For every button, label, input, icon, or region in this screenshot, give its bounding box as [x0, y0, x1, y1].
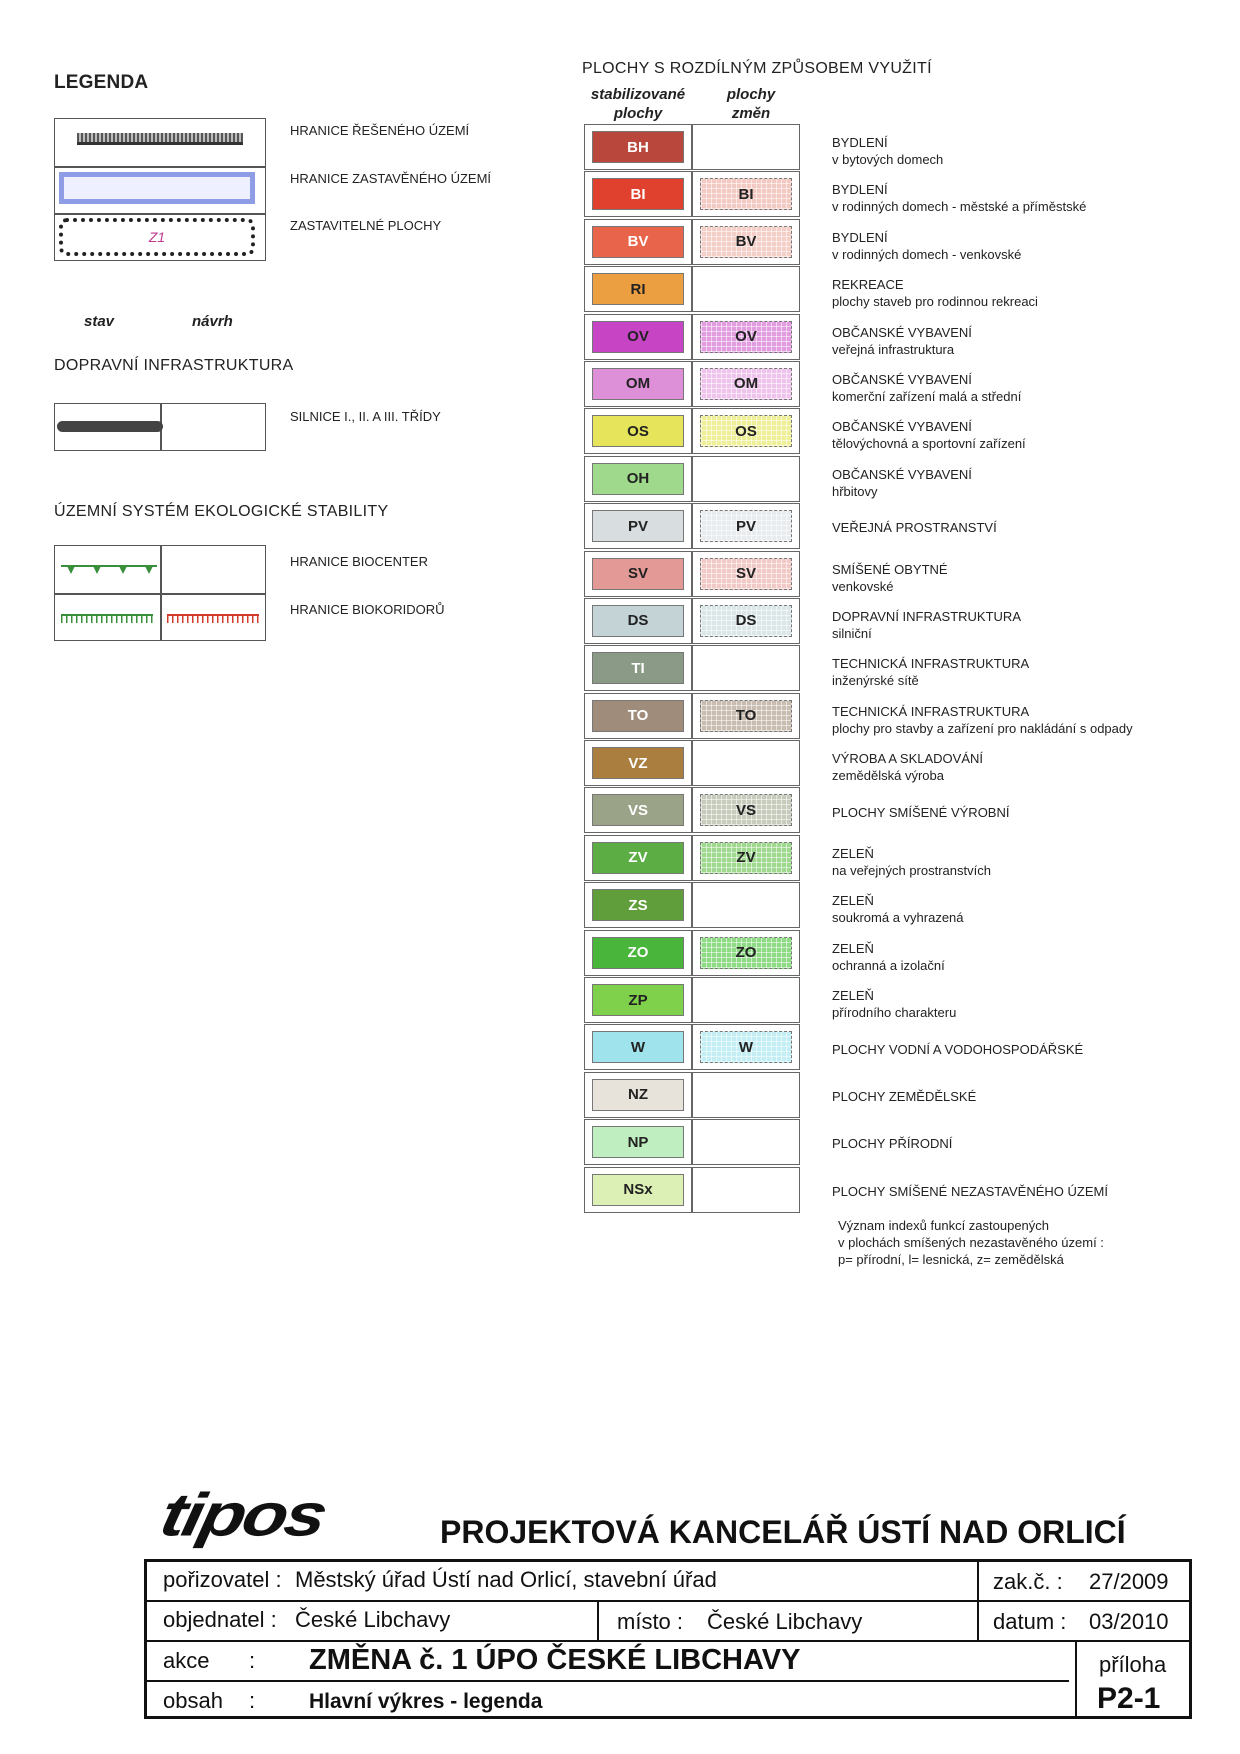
legend-row	[584, 740, 800, 787]
stabilized-swatch: NP	[592, 1126, 684, 1158]
change-swatch: ZO	[700, 937, 792, 969]
land-use-description	[832, 940, 1172, 974]
change-swatch: OS	[700, 415, 792, 447]
land-use-description	[832, 519, 1172, 536]
land-use-legend-grid	[584, 124, 800, 1214]
office-name: PROJEKTOVÁ KANCELÁŘ ÚSTÍ NAD ORLICÍ	[440, 1514, 1126, 1550]
land-use-subcategory: hřbitovy	[832, 483, 878, 499]
land-use-description	[832, 1088, 1172, 1105]
change-swatch: VS	[700, 794, 792, 826]
stabilized-cell	[584, 1024, 692, 1070]
legend-row	[584, 408, 800, 455]
stabilized-cell	[584, 456, 692, 502]
land-use-subcategory: na veřejných prostranstvích	[832, 863, 991, 878]
road-label: SILNICE I., II. A III. TŘÍDY	[290, 409, 441, 424]
road-symbol-box	[54, 403, 266, 451]
land-use-category: TECHNICKÁ INFRASTRUKTURA	[832, 656, 1030, 672]
legend-row	[584, 503, 800, 550]
priloha-label: příloha	[1099, 1652, 1167, 1677]
land-use-description	[832, 561, 1172, 595]
stabilized-cell	[584, 835, 692, 881]
stabilized-swatch: OV	[592, 321, 684, 353]
stabilized-cell	[584, 645, 692, 691]
land-use-subcategory: komerční zařízení malá a střední	[832, 389, 1022, 404]
objednatel-value: České Libchavy	[295, 1607, 451, 1632]
legend-row	[584, 1072, 800, 1119]
stabilized-cell	[584, 930, 692, 976]
stabilized-cell	[584, 408, 692, 454]
land-use-subcategory: v rodinných domech - městské a příměstské	[832, 199, 1087, 215]
zak-value: 27/2009	[1089, 1569, 1169, 1594]
stabilized-swatch: TO	[592, 700, 684, 732]
land-use-description	[832, 1183, 1172, 1200]
change-cell	[692, 693, 800, 739]
change-cell	[692, 1119, 800, 1165]
stabilized-swatch: SV	[592, 558, 684, 590]
stabilized-swatch: PV	[592, 510, 684, 542]
land-use-subcategory: soukromá a vyhrazená	[832, 910, 964, 926]
biocorridor-change-symbol	[167, 614, 259, 623]
territory-boundary-symbol	[77, 133, 243, 145]
eco-title: ÚZEMNÍ SYSTÉM EKOLOGICKÉ STABILITY	[54, 503, 389, 520]
stabilized-swatch: BI	[592, 178, 684, 210]
legend-row	[584, 219, 800, 266]
stabilized-swatch: ZS	[592, 889, 684, 921]
legend-row	[584, 693, 800, 740]
change-cell	[692, 171, 800, 217]
change-swatch: W	[700, 1031, 792, 1063]
stabilized-cell	[584, 266, 692, 312]
land-use-category: DOPRAVNÍ INFRASTRUKTURA	[832, 609, 1021, 624]
change-swatch: PV	[700, 510, 792, 542]
change-cell	[692, 930, 800, 976]
legend-row	[584, 1024, 800, 1071]
land-use-subcategory: zemědělská výroba	[832, 768, 944, 784]
land-use-description	[832, 750, 1172, 784]
legend-row	[584, 645, 800, 692]
change-cell	[692, 503, 800, 549]
change-cell	[692, 219, 800, 265]
akce-colon: :	[249, 1648, 256, 1673]
land-use-category: PLOCHY SMÍŠENÉ VÝROBNÍ	[832, 804, 1010, 820]
stabilized-swatch: VZ	[592, 747, 684, 779]
stabilized-swatch: W	[592, 1031, 684, 1063]
areas-title: PLOCHY S ROZDÍLNÝM ZPŮSOBEM VYUŽITÍ	[582, 60, 932, 77]
land-use-category: ZELEŇ	[832, 893, 874, 909]
datum-label: datum :	[993, 1609, 1067, 1634]
change-swatch: OV	[700, 321, 792, 353]
obsah-colon: :	[249, 1688, 256, 1713]
stabilized-cell	[584, 693, 692, 739]
change-cell	[692, 314, 800, 360]
index-note: Význam indexů funkcí zastoupených v plochách smíšených nezastavěného území : p= přírodní, l= lesnická, z= zemědělská	[838, 1218, 1104, 1267]
porizovatel-label: pořizovatel :	[163, 1567, 282, 1592]
datum-value: 03/2010	[1089, 1609, 1169, 1634]
land-use-category: PLOCHY VODNÍ A VODOHOSPODÁŘSKÉ	[832, 1041, 1084, 1057]
transport-title: DOPRAVNÍ INFRASTRUKTURA	[54, 357, 294, 374]
stabilized-swatch: TI	[592, 652, 684, 684]
land-use-description	[832, 324, 1172, 358]
akce-label: akce	[163, 1648, 210, 1673]
land-use-category: OBČANSKÉ VYBAVENÍ	[832, 372, 972, 387]
land-use-category: BYDLENÍ	[832, 135, 888, 150]
legend-row	[584, 361, 800, 408]
land-use-subcategory: přírodního charakteru	[832, 1005, 957, 1021]
stabilized-swatch: ZP	[592, 984, 684, 1016]
land-use-description	[832, 892, 1172, 926]
priloha-value: P2-1	[1097, 1682, 1161, 1715]
land-use-subcategory: silniční	[832, 626, 872, 641]
land-use-subcategory: v rodinných domech - venkovské	[832, 246, 1022, 262]
land-use-description	[832, 134, 1172, 168]
stav-label: stav	[84, 313, 115, 330]
land-use-category: VÝROBA A SKLADOVÁNÍ	[832, 751, 984, 767]
title-block	[144, 1559, 1192, 1719]
land-use-description	[832, 608, 1172, 642]
stabilized-cell	[584, 977, 692, 1023]
legend-row	[584, 598, 800, 645]
misto-value: České Libchavy	[707, 1609, 863, 1634]
land-use-category: ZELEŇ	[832, 940, 874, 956]
land-use-description	[832, 466, 1172, 500]
land-use-subcategory: plochy staveb pro rodinnou rekreaci	[832, 294, 1038, 310]
boundary-label: ZASTAVITELNÉ PLOCHY	[290, 218, 442, 233]
zak-label: zak.č. :	[993, 1569, 1063, 1594]
land-use-category: BYDLENÍ	[832, 229, 888, 245]
change-cell	[692, 408, 800, 454]
legend-row	[584, 456, 800, 503]
land-use-category: TECHNICKÁ INFRASTRUKTURA	[832, 703, 1030, 719]
stabilized-cell	[584, 1119, 692, 1165]
change-cell	[692, 1072, 800, 1118]
change-cell	[692, 124, 800, 170]
change-cell	[692, 740, 800, 786]
porizovatel-value: Městský úřad Ústí nad Orlicí, stavební úřad	[295, 1567, 717, 1592]
stabilized-swatch: OH	[592, 463, 684, 495]
stabilized-cell	[584, 551, 692, 597]
land-use-subcategory: inženýrské sítě	[832, 673, 919, 689]
stabilized-swatch: RI	[592, 273, 684, 305]
land-use-subcategory: veřejná infrastruktura	[832, 341, 955, 357]
land-use-category: PLOCHY ZEMĚDĚLSKÉ	[832, 1089, 977, 1104]
change-cell	[692, 882, 800, 928]
navrh-label: návrh	[192, 313, 233, 330]
stabilized-cell	[584, 219, 692, 265]
legend-row	[584, 266, 800, 313]
legend-row	[584, 882, 800, 929]
stabilized-swatch: OS	[592, 415, 684, 447]
stabilized-cell	[584, 171, 692, 217]
change-cell	[692, 787, 800, 833]
stabilized-swatch: VS	[592, 794, 684, 826]
buildable-area-symbol: Z1	[59, 218, 255, 256]
tipos-logo: tipos	[154, 1480, 332, 1549]
legend-row	[584, 314, 800, 361]
land-use-subcategory: ochranná a izolační	[832, 957, 945, 973]
land-use-description	[832, 229, 1172, 263]
land-use-description	[832, 703, 1172, 737]
land-use-category: ZELEŇ	[832, 988, 874, 1004]
stabilized-cell	[584, 314, 692, 360]
land-use-description	[832, 804, 1172, 821]
stabilized-cell	[584, 1167, 692, 1213]
legend-row	[584, 1167, 800, 1214]
legend-row	[584, 1119, 800, 1166]
obsah-value: Hlavní výkres - legenda	[309, 1690, 543, 1713]
boundary-symbols-box	[54, 118, 266, 261]
land-use-category: SMÍŠENÉ OBYTNÉ	[832, 561, 948, 577]
change-swatch: ZV	[700, 842, 792, 874]
stabilized-swatch: BH	[592, 131, 684, 163]
col-stabilized-header: stabilizované plochy	[590, 86, 686, 122]
land-use-subcategory: tělovýchovná a sportovní zařízení	[832, 436, 1026, 452]
land-use-category: VEŘEJNÁ PROSTRANSTVÍ	[832, 520, 997, 536]
stabilized-cell	[584, 882, 692, 928]
stabilized-cell	[584, 787, 692, 833]
stabilized-swatch: ZV	[592, 842, 684, 874]
land-use-subcategory: plochy pro stavby a zařízení pro nakládání s odpady	[832, 720, 1133, 736]
col-change-header: plochy změn	[726, 86, 776, 122]
land-use-category: PLOCHY SMÍŠENÉ NEZASTAVĚNÉHO ÚZEMÍ	[832, 1183, 1108, 1199]
stabilized-swatch: OM	[592, 368, 684, 400]
change-swatch: SV	[700, 558, 792, 590]
change-swatch: BV	[700, 226, 792, 258]
change-cell	[692, 266, 800, 312]
legend-row	[584, 124, 800, 171]
change-swatch: DS	[700, 605, 792, 637]
stabilized-cell	[584, 740, 692, 786]
stabilized-swatch: NZ	[592, 1079, 684, 1111]
built-area-boundary-symbol	[59, 172, 255, 204]
change-cell	[692, 835, 800, 881]
biocorridor-proposed-symbol	[61, 614, 153, 623]
land-use-category: ZELEŇ	[832, 846, 874, 861]
akce-value: ZMĚNA č. 1 ÚPO ČESKÉ LIBCHAVY	[309, 1644, 801, 1676]
stabilized-cell	[584, 124, 692, 170]
legend-row	[584, 787, 800, 834]
change-cell	[692, 361, 800, 407]
land-use-category: BYDLENÍ	[832, 182, 888, 198]
change-swatch: BI	[700, 178, 792, 210]
land-use-category: OBČANSKÉ VYBAVENÍ	[832, 466, 972, 482]
land-use-description	[832, 655, 1172, 689]
land-use-category: OBČANSKÉ VYBAVENÍ	[832, 419, 972, 435]
land-use-description	[832, 987, 1172, 1021]
stabilized-cell	[584, 361, 692, 407]
change-swatch: TO	[700, 700, 792, 732]
obsah-label: obsah	[163, 1688, 223, 1713]
stabilized-cell	[584, 503, 692, 549]
land-use-subcategory: venkovské	[832, 578, 894, 594]
change-cell	[692, 977, 800, 1023]
change-cell	[692, 551, 800, 597]
stabilized-swatch: NSx	[592, 1174, 684, 1206]
stabilized-swatch: DS	[592, 605, 684, 637]
change-cell	[692, 598, 800, 644]
stabilized-cell	[584, 1072, 692, 1118]
legend-row	[584, 835, 800, 882]
legend-row	[584, 171, 800, 218]
land-use-category: REKREACE	[832, 277, 904, 293]
misto-label: místo :	[617, 1609, 684, 1634]
change-cell	[692, 645, 800, 691]
legend-row	[584, 930, 800, 977]
land-use-description	[832, 418, 1172, 452]
land-use-category: OBČANSKÉ VYBAVENÍ	[832, 324, 972, 340]
change-cell	[692, 456, 800, 502]
change-cell	[692, 1167, 800, 1213]
land-use-description	[832, 1135, 1172, 1152]
eco-symbol-box	[54, 545, 266, 641]
land-use-subcategory: v bytových domech	[832, 152, 944, 167]
stabilized-swatch: BV	[592, 226, 684, 258]
stabilized-swatch: ZO	[592, 937, 684, 969]
change-cell	[692, 1024, 800, 1070]
biocorridor-label: HRANICE BIOKORIDORŮ	[290, 602, 445, 617]
land-use-description	[832, 276, 1172, 310]
biocenter-symbol	[61, 564, 157, 578]
boundary-label: HRANICE ZASTAVĚNÉHO ÚZEMÍ	[290, 171, 492, 186]
change-swatch: OM	[700, 368, 792, 400]
legend-row	[584, 977, 800, 1024]
land-use-description	[832, 181, 1172, 215]
land-use-description	[832, 1041, 1172, 1058]
land-use-category: PLOCHY PŘÍRODNÍ	[832, 1136, 953, 1152]
objednatel-label: objednatel :	[163, 1607, 277, 1632]
boundary-label: HRANICE ŘEŠENÉHO ÚZEMÍ	[290, 123, 470, 138]
stabilized-cell	[584, 598, 692, 644]
land-use-description	[832, 845, 1172, 879]
biocenter-label: HRANICE BIOCENTER	[290, 554, 428, 569]
road-symbol	[57, 421, 163, 432]
legend-row	[584, 551, 800, 598]
land-use-description	[832, 371, 1172, 405]
legend-title: LEGENDA	[54, 72, 149, 93]
